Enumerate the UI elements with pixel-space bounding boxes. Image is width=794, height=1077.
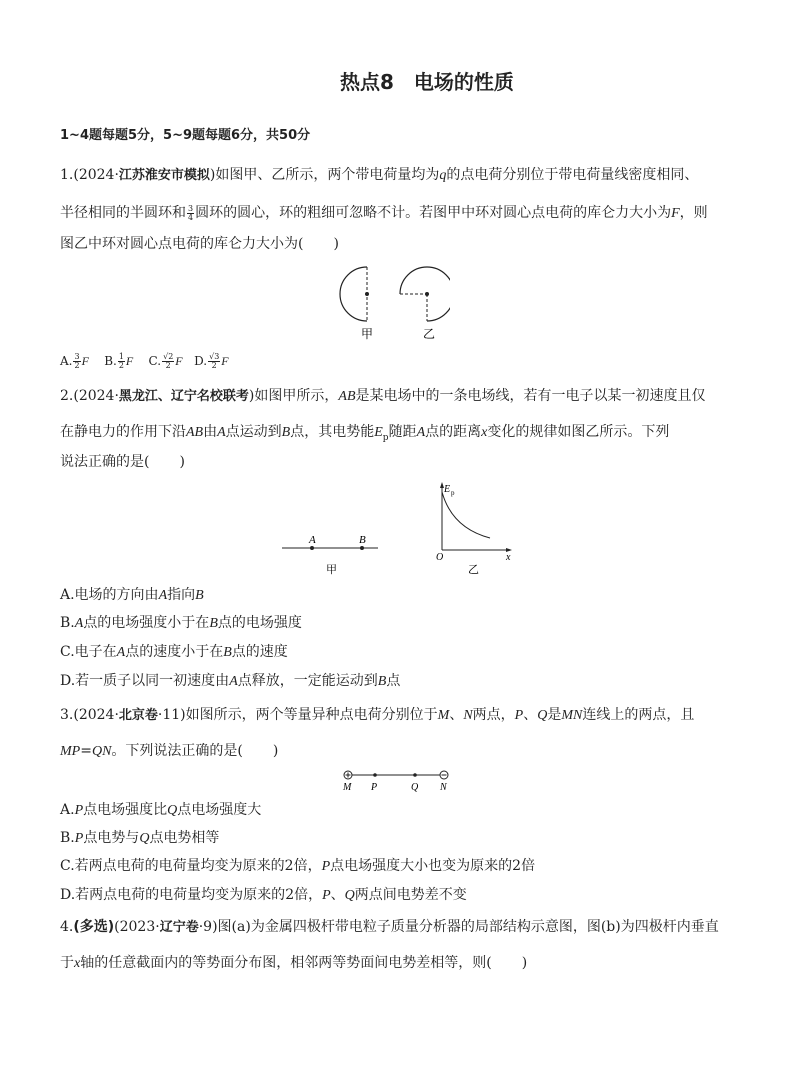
q3-option-b: B.P点电势与Q点电势相等	[60, 830, 220, 846]
q4-multi-tag: (多选)	[73, 919, 115, 935]
point-a	[310, 546, 314, 550]
q2-option-a: A.电场的方向由A指向B	[60, 587, 204, 603]
q1-source: 江苏淮安市模拟	[118, 168, 210, 183]
q1-figure	[330, 262, 450, 342]
q1-option-d: D. $\frac{√3}{2}$ F	[194, 352, 229, 370]
q3-option-d: D.若两点电荷的电荷量均变为原来的2倍，P、Q两点间电势差不变	[60, 887, 467, 903]
label-jia: 甲	[326, 563, 337, 576]
q2-line2: 在静电力的作用下沿AB由A点运动到B点，其电势能$E_p$随距A点的距离x变化的规律如图乙所示。下列	[60, 424, 670, 443]
q3-source: 北京卷	[118, 708, 158, 723]
half-ring-figure	[340, 267, 369, 321]
label-yi: 乙	[423, 327, 436, 341]
three-quarter-ring-figure	[400, 267, 450, 321]
q2-source: 黑龙江、辽宁名校联考	[118, 389, 249, 404]
svg-text:Q: Q	[411, 782, 419, 793]
label-yi: 乙	[468, 563, 479, 576]
q3-option-c: C.若两点电荷的电荷量均变为原来的2倍，P点电场强度大小也变为原来的2倍	[60, 858, 536, 874]
point-b	[360, 546, 364, 550]
q1-option-b: B. $\frac{1}{2}$ F	[104, 352, 134, 370]
instructions: 1~4题每题5分，5~9题每题6分，共50分	[60, 128, 311, 143]
q1-line3: 图乙中环对圆心点电荷的库仑力大小为( )	[60, 236, 339, 252]
svg-text:P: P	[371, 782, 378, 793]
label-jia: 甲	[361, 327, 374, 341]
q4-line2: 于x轴的任意截面内的等势面分布图，相邻两等势面间电势差相等，则( )	[60, 955, 528, 971]
center-charge	[365, 292, 369, 296]
svg-text:A: A	[309, 534, 316, 546]
q3-figure	[335, 766, 455, 796]
ep-curve	[442, 492, 490, 538]
point-p	[373, 773, 377, 777]
q2-line1: 2.(2024·黑龙江、辽宁名校联考)如图甲所示，AB是某电场中的一条电场线，若有一电子以某一初速度且仅	[60, 388, 706, 404]
svg-text:p: p	[451, 489, 455, 497]
q4-source: 辽宁卷	[159, 920, 199, 935]
svg-text:N: N	[440, 782, 447, 793]
svg-text:x: x	[506, 552, 511, 563]
page-title: 热点8 电场的性质	[340, 70, 514, 94]
q3-line1: 3.(2024·北京卷·11)如图所示，两个等量异种点电荷分别位于M、N两点，P、Q是MN连线上的两点，且	[60, 707, 695, 723]
q1-line1: 1.(2024·江苏淮安市模拟)如图甲、乙所示，两个带电荷量均为q的点电荷分别位于带电荷量线密度相同、	[60, 167, 699, 183]
q4-line1: 4.(多选)(2023·辽宁卷·9)图(a)为金属四极杆带电粒子质量分析器的局部结构示意图，图(b)为四极杆内垂直	[60, 919, 719, 935]
q3-line2: MP=QN。下列说法正确的是( )	[60, 743, 279, 759]
q1-options	[60, 351, 229, 371]
q2-figure-jia	[278, 530, 388, 580]
q2-line3: 说法正确的是( )	[60, 454, 185, 470]
svg-text:B: B	[359, 534, 366, 546]
svg-text:E: E	[444, 484, 451, 495]
q2-option-b: B.A点的电场强度小于在B点的电场强度	[60, 615, 302, 631]
q3-option-a: A.P点电场强度比Q点电场强度大	[60, 802, 262, 818]
point-q	[413, 773, 417, 777]
q2-option-c: C.电子在A点的速度小于在B点的速度	[60, 644, 288, 660]
svg-text:O: O	[436, 552, 444, 563]
center-charge	[425, 292, 429, 296]
q1-line2: 半径相同的半圆环和 $\frac{3}{4}$ 圆环的圆心，环的粗细可忽略不计。若图甲中环对圆心点电荷的库仑力大小为F，则	[60, 203, 708, 222]
q1-option-a: A. $\frac{3}{2}$ F	[60, 352, 89, 370]
svg-text:M: M	[343, 782, 352, 793]
q2-figure-yi	[428, 478, 528, 578]
q1-option-c: C. $\frac{√2}{2}$ F	[148, 352, 183, 370]
q2-option-d: D.若一质子以同一初速度由A点释放，一定能运动到B点	[60, 673, 401, 689]
